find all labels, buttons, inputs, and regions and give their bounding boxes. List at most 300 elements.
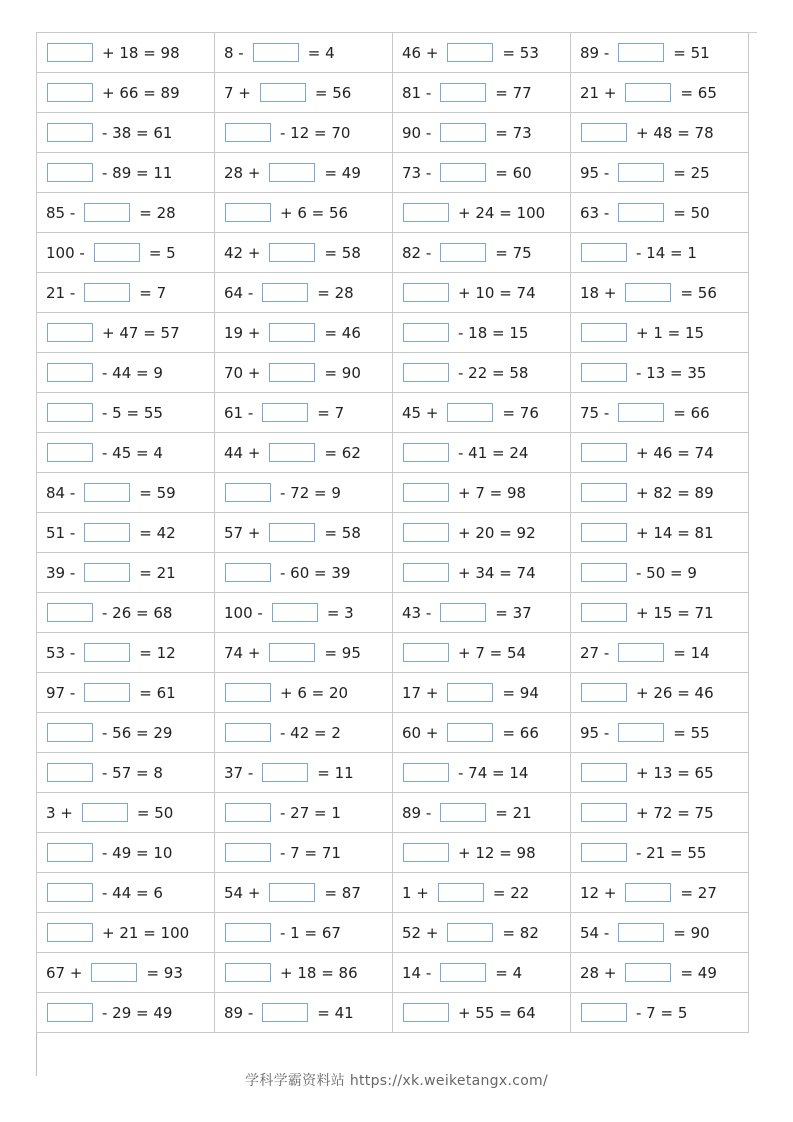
answer-box[interactable] xyxy=(447,43,493,62)
exercise-cell xyxy=(571,73,749,113)
equation-left-operand: 100 - xyxy=(46,243,85,262)
answer-box[interactable] xyxy=(47,123,93,142)
answer-box[interactable] xyxy=(581,563,627,582)
equation-right-part: = 55 xyxy=(673,723,710,742)
equation-left-operand: 45 + xyxy=(402,403,439,422)
exercise-row xyxy=(37,393,749,433)
equation-left-operand: 54 + xyxy=(224,883,261,902)
equation-left-operand: 89 - xyxy=(402,803,432,822)
equation-right-part: + 82 = 89 xyxy=(636,483,714,502)
answer-box[interactable] xyxy=(84,203,130,222)
equation-right-part: = 50 xyxy=(673,203,710,222)
equation-left-operand: 21 - xyxy=(46,283,76,302)
exercise-cell xyxy=(393,993,571,1033)
equation-left-operand: 17 + xyxy=(402,683,439,702)
exercise-cell xyxy=(215,673,393,713)
exercise-cell xyxy=(393,513,571,553)
equation-right-part: - 57 = 8 xyxy=(102,763,163,782)
exercise-cell xyxy=(37,193,215,233)
equation-right-part: = 21 xyxy=(495,803,532,822)
answer-box[interactable] xyxy=(618,163,664,182)
answer-box[interactable] xyxy=(84,523,130,542)
answer-box[interactable] xyxy=(269,163,315,182)
equation-left-operand: 97 - xyxy=(46,683,76,702)
exercise-cell xyxy=(571,633,749,673)
equation-right-part: - 44 = 6 xyxy=(102,883,163,902)
equation-right-part: + 47 = 57 xyxy=(102,323,180,342)
answer-box[interactable] xyxy=(581,443,627,462)
exercise-cell xyxy=(215,33,393,73)
equation-right-part: = 14 xyxy=(673,643,710,662)
equation-right-part: = 66 xyxy=(502,723,539,742)
equation-right-part: = 75 xyxy=(495,243,532,262)
equation-left-operand: 64 - xyxy=(224,283,254,302)
exercise-cell xyxy=(215,833,393,873)
equation-left-operand: 7 + xyxy=(224,83,251,102)
equation-right-part: + 20 = 92 xyxy=(458,523,536,542)
equation-right-part: = 53 xyxy=(502,43,539,62)
exercise-cell xyxy=(215,993,393,1033)
exercise-cell xyxy=(37,673,215,713)
equation-right-part: + 66 = 89 xyxy=(102,83,180,102)
exercise-cell xyxy=(393,553,571,593)
answer-box[interactable] xyxy=(440,243,486,262)
answer-box[interactable] xyxy=(618,43,664,62)
answer-box[interactable] xyxy=(47,1003,93,1022)
equation-right-part: = 49 xyxy=(324,163,361,182)
exercise-cell xyxy=(393,433,571,473)
exercise-cell xyxy=(37,393,215,433)
exercise-cell xyxy=(37,953,215,993)
equation-right-part: = 95 xyxy=(324,643,361,662)
equation-right-part: + 13 = 65 xyxy=(636,763,714,782)
answer-box[interactable] xyxy=(225,923,271,942)
exercise-cell xyxy=(571,873,749,913)
exercise-cell xyxy=(393,233,571,273)
answer-box[interactable] xyxy=(47,403,93,422)
answer-box[interactable] xyxy=(625,963,671,982)
answer-box[interactable] xyxy=(269,883,315,902)
exercise-row xyxy=(37,153,749,193)
answer-box[interactable] xyxy=(84,683,130,702)
answer-box[interactable] xyxy=(225,723,271,742)
equation-right-part: = 61 xyxy=(139,683,176,702)
answer-box[interactable] xyxy=(47,763,93,782)
equation-right-part: - 41 = 24 xyxy=(458,443,529,462)
exercise-cell xyxy=(393,953,571,993)
answer-box[interactable] xyxy=(269,243,315,262)
equation-right-part: - 60 = 39 xyxy=(280,563,351,582)
answer-box[interactable] xyxy=(581,323,627,342)
equation-right-part: - 22 = 58 xyxy=(458,363,529,382)
answer-box[interactable] xyxy=(581,1003,627,1022)
answer-box[interactable] xyxy=(581,523,627,542)
answer-box[interactable] xyxy=(403,843,449,862)
answer-box[interactable] xyxy=(403,523,449,542)
answer-box[interactable] xyxy=(440,83,486,102)
equation-right-part: - 72 = 9 xyxy=(280,483,341,502)
exercise-cell xyxy=(393,673,571,713)
answer-box[interactable] xyxy=(84,643,130,662)
answer-box[interactable] xyxy=(269,523,315,542)
exercise-cell xyxy=(37,233,215,273)
answer-box[interactable] xyxy=(262,403,308,422)
answer-box[interactable] xyxy=(625,83,671,102)
exercise-cell xyxy=(215,873,393,913)
answer-box[interactable] xyxy=(47,323,93,342)
answer-box[interactable] xyxy=(403,483,449,502)
answer-box[interactable] xyxy=(260,83,306,102)
answer-box[interactable] xyxy=(269,443,315,462)
answer-box[interactable] xyxy=(253,43,299,62)
answer-box[interactable] xyxy=(581,803,627,822)
answer-box[interactable] xyxy=(581,363,627,382)
equation-left-operand: 52 + xyxy=(402,923,439,942)
exercise-cell xyxy=(571,593,749,633)
equation-left-operand: 21 + xyxy=(580,83,617,102)
exercise-row xyxy=(37,233,749,273)
equation-right-part: - 5 = 55 xyxy=(102,403,163,422)
answer-box[interactable] xyxy=(84,563,130,582)
exercise-cell xyxy=(37,993,215,1033)
answer-box[interactable] xyxy=(581,483,627,502)
exercise-cell xyxy=(215,753,393,793)
answer-box[interactable] xyxy=(47,443,93,462)
answer-box[interactable] xyxy=(82,803,128,822)
answer-box[interactable] xyxy=(581,123,627,142)
equation-left-operand: 44 + xyxy=(224,443,261,462)
equation-left-operand: 75 - xyxy=(580,403,610,422)
answer-box[interactable] xyxy=(225,203,271,222)
exercise-cell xyxy=(37,153,215,193)
equation-right-part: + 6 = 20 xyxy=(280,683,349,702)
exercise-row xyxy=(37,473,749,513)
answer-box[interactable] xyxy=(94,243,140,262)
answer-box[interactable] xyxy=(447,923,493,942)
equation-right-part: = 49 xyxy=(680,963,717,982)
equation-left-operand: 89 - xyxy=(580,43,610,62)
equation-left-operand: 74 + xyxy=(224,643,261,662)
equation-right-part: = 60 xyxy=(495,163,532,182)
answer-box[interactable] xyxy=(403,643,449,662)
exercise-cell xyxy=(571,913,749,953)
exercise-row xyxy=(37,993,749,1033)
equation-right-part: = 58 xyxy=(324,523,361,542)
answer-box[interactable] xyxy=(618,923,664,942)
exercise-cell xyxy=(37,273,215,313)
answer-box[interactable] xyxy=(447,403,493,422)
equation-right-part: - 49 = 10 xyxy=(102,843,173,862)
equation-right-part: + 46 = 74 xyxy=(636,443,714,462)
answer-box[interactable] xyxy=(438,883,484,902)
answer-box[interactable] xyxy=(440,163,486,182)
equation-right-part: - 14 = 1 xyxy=(636,243,697,262)
equation-left-operand: 73 - xyxy=(402,163,432,182)
answer-box[interactable] xyxy=(581,843,627,862)
exercise-cell xyxy=(37,353,215,393)
answer-box[interactable] xyxy=(47,843,93,862)
equation-left-operand: 89 - xyxy=(224,1003,254,1022)
equation-right-part: - 45 = 4 xyxy=(102,443,163,462)
equation-left-operand: 43 - xyxy=(402,603,432,622)
answer-box[interactable] xyxy=(225,483,271,502)
exercise-cell xyxy=(571,193,749,233)
answer-box[interactable] xyxy=(581,683,627,702)
exercise-cell xyxy=(215,593,393,633)
equation-left-operand: 95 - xyxy=(580,163,610,182)
exercise-cell xyxy=(571,673,749,713)
answer-box[interactable] xyxy=(440,803,486,822)
answer-box[interactable] xyxy=(403,443,449,462)
equation-right-part: = 5 xyxy=(148,243,176,262)
exercise-cell xyxy=(215,113,393,153)
exercise-cell xyxy=(215,433,393,473)
exercise-cell xyxy=(215,473,393,513)
equation-right-part: = 22 xyxy=(492,883,530,902)
exercise-cell xyxy=(571,793,749,833)
answer-box[interactable] xyxy=(403,363,449,382)
equation-right-part: + 15 = 71 xyxy=(636,603,714,622)
exercise-cell xyxy=(215,153,393,193)
exercise-cell xyxy=(571,993,749,1033)
answer-box[interactable] xyxy=(47,883,93,902)
exercise-cell xyxy=(571,393,749,433)
equation-left-operand: 14 - xyxy=(402,963,432,982)
equation-left-operand: 82 - xyxy=(402,243,432,262)
equation-right-part: + 55 = 64 xyxy=(458,1003,536,1022)
equation-right-part: + 34 = 74 xyxy=(458,563,536,582)
exercise-cell xyxy=(37,313,215,353)
equation-right-part: - 38 = 61 xyxy=(102,123,173,142)
answer-box[interactable] xyxy=(262,763,308,782)
answer-box[interactable] xyxy=(403,203,449,222)
exercise-cell xyxy=(37,793,215,833)
answer-box[interactable] xyxy=(440,963,486,982)
exercise-row xyxy=(37,553,749,593)
answer-box[interactable] xyxy=(47,363,93,382)
exercise-row xyxy=(37,673,749,713)
answer-box[interactable] xyxy=(618,643,664,662)
exercise-cell xyxy=(393,33,571,73)
answer-box[interactable] xyxy=(47,163,93,182)
answer-box[interactable] xyxy=(269,643,315,662)
exercise-cell xyxy=(37,753,215,793)
equation-right-part: = 56 xyxy=(314,83,352,102)
exercise-cell xyxy=(37,33,215,73)
equation-left-operand: 51 - xyxy=(46,523,76,542)
answer-box[interactable] xyxy=(447,723,493,742)
answer-box[interactable] xyxy=(447,683,493,702)
answer-box[interactable] xyxy=(581,243,627,262)
equation-right-part: + 1 = 15 xyxy=(636,323,705,342)
answer-box[interactable] xyxy=(581,763,627,782)
equation-right-part: = 82 xyxy=(502,923,539,942)
answer-box[interactable] xyxy=(225,843,271,862)
equation-right-part: = 46 xyxy=(324,323,361,342)
answer-box[interactable] xyxy=(47,923,93,942)
equation-left-operand: 85 - xyxy=(46,203,76,222)
exercise-cell xyxy=(393,193,571,233)
equation-left-operand: 46 + xyxy=(402,43,439,62)
exercise-cell xyxy=(393,393,571,433)
answer-box[interactable] xyxy=(440,123,486,142)
answer-box[interactable] xyxy=(440,603,486,622)
equation-right-part: = 3 xyxy=(326,603,354,622)
answer-box[interactable] xyxy=(91,963,137,982)
exercise-row xyxy=(37,313,749,353)
answer-box[interactable] xyxy=(403,283,449,302)
exercise-cell xyxy=(37,433,215,473)
equation-left-operand: 53 - xyxy=(46,643,76,662)
equation-right-part: = 37 xyxy=(495,603,532,622)
equation-right-part: - 29 = 49 xyxy=(102,1003,173,1022)
equation-left-operand: 61 - xyxy=(224,403,254,422)
exercise-cell xyxy=(571,433,749,473)
equation-right-part: = 93 xyxy=(146,963,183,982)
answer-box[interactable] xyxy=(269,323,315,342)
equation-left-operand: 95 - xyxy=(580,723,610,742)
equation-left-operand: 90 - xyxy=(402,123,432,142)
equation-right-part: = 90 xyxy=(673,923,710,942)
answer-box[interactable] xyxy=(618,723,664,742)
equation-right-part: = 90 xyxy=(324,363,361,382)
equation-left-operand: 67 + xyxy=(46,963,83,982)
exercise-cell xyxy=(37,553,215,593)
exercise-cell xyxy=(37,833,215,873)
equation-right-part: - 27 = 1 xyxy=(280,803,341,822)
equation-right-part: - 42 = 2 xyxy=(280,723,341,742)
equation-right-part: = 4 xyxy=(495,963,523,982)
equation-right-part: = 11 xyxy=(317,763,354,782)
exercise-row xyxy=(37,593,749,633)
exercise-cell xyxy=(215,193,393,233)
equation-right-part: = 76 xyxy=(502,403,539,422)
equation-right-part: = 65 xyxy=(680,83,717,102)
answer-box[interactable] xyxy=(225,963,271,982)
exercise-cell xyxy=(37,73,215,113)
exercise-row xyxy=(37,433,749,473)
exercise-row xyxy=(37,833,749,873)
exercise-cell xyxy=(215,553,393,593)
answer-box[interactable] xyxy=(262,1003,308,1022)
exercise-cell xyxy=(215,913,393,953)
answer-box[interactable] xyxy=(618,403,664,422)
equation-left-operand: 81 - xyxy=(402,83,432,102)
answer-box[interactable] xyxy=(403,323,449,342)
answer-box[interactable] xyxy=(618,203,664,222)
exercise-row xyxy=(37,873,749,913)
equation-left-operand: 28 + xyxy=(224,163,261,182)
equation-right-part: + 18 = 86 xyxy=(280,963,358,982)
equation-left-operand: 84 - xyxy=(46,483,76,502)
equation-right-part: + 18 = 98 xyxy=(102,43,180,62)
answer-box[interactable] xyxy=(84,483,130,502)
equation-left-operand: 8 - xyxy=(224,43,244,62)
equation-right-part: - 7 = 71 xyxy=(280,843,341,862)
equation-left-operand: 100 - xyxy=(224,603,263,622)
answer-box[interactable] xyxy=(272,603,318,622)
exercise-row xyxy=(37,73,749,113)
equation-left-operand: 63 - xyxy=(580,203,610,222)
equation-right-part: - 74 = 14 xyxy=(458,763,529,782)
equation-right-part: + 26 = 46 xyxy=(636,683,714,702)
equation-left-operand: 57 + xyxy=(224,523,261,542)
answer-box[interactable] xyxy=(581,603,627,622)
answer-box[interactable] xyxy=(47,603,93,622)
equation-right-part: - 18 = 15 xyxy=(458,323,529,342)
footer-source-text: 学科学霸资料站 https://xk.weiketangx.com/ xyxy=(244,1073,549,1089)
equation-right-part: = 94 xyxy=(502,683,539,702)
equation-right-part: = 56 xyxy=(680,283,717,302)
exercise-cell xyxy=(571,713,749,753)
answer-box[interactable] xyxy=(47,83,93,102)
answer-box[interactable] xyxy=(47,723,93,742)
answer-box[interactable] xyxy=(262,283,308,302)
equation-left-operand: 18 + xyxy=(580,283,617,302)
equation-right-part: = 12 xyxy=(139,643,176,662)
exercise-row xyxy=(37,113,749,153)
exercise-cell xyxy=(571,233,749,273)
answer-box[interactable] xyxy=(625,883,671,902)
exercise-row xyxy=(37,513,749,553)
equation-right-part: + 10 = 74 xyxy=(458,283,536,302)
equation-right-part: + 7 = 54 xyxy=(458,643,527,662)
exercise-cell xyxy=(215,393,393,433)
answer-box[interactable] xyxy=(47,43,93,62)
answer-box[interactable] xyxy=(84,283,130,302)
exercise-cell xyxy=(571,273,749,313)
equation-right-part: - 1 = 67 xyxy=(280,923,341,942)
equation-left-operand: 19 + xyxy=(224,323,261,342)
equation-left-operand: 27 - xyxy=(580,643,610,662)
exercise-grid xyxy=(36,32,749,1033)
exercise-cell xyxy=(571,313,749,353)
exercise-cell xyxy=(215,793,393,833)
answer-box[interactable] xyxy=(403,563,449,582)
exercise-row xyxy=(37,193,749,233)
equation-right-part: = 66 xyxy=(673,403,710,422)
equation-left-operand: 1 + xyxy=(402,883,429,902)
equation-right-part: = 4 xyxy=(307,43,335,62)
equation-right-part: = 77 xyxy=(495,83,532,102)
equation-right-part: = 7 xyxy=(317,403,345,422)
equation-left-operand: 3 + xyxy=(46,803,73,822)
exercise-row xyxy=(37,33,749,73)
equation-left-operand: 60 + xyxy=(402,723,439,742)
equation-right-part: - 21 = 55 xyxy=(636,843,707,862)
exercise-cell xyxy=(571,953,749,993)
answer-box[interactable] xyxy=(225,563,271,582)
answer-box[interactable] xyxy=(625,283,671,302)
exercise-cell xyxy=(37,593,215,633)
equation-right-part: + 48 = 78 xyxy=(636,123,714,142)
answer-box[interactable] xyxy=(225,803,271,822)
answer-box[interactable] xyxy=(225,123,271,142)
exercise-cell xyxy=(37,713,215,753)
exercise-cell xyxy=(393,113,571,153)
worksheet xyxy=(36,32,756,1076)
equation-right-part: + 6 = 56 xyxy=(280,203,349,222)
exercise-cell xyxy=(37,873,215,913)
exercise-grid-body xyxy=(37,33,749,1033)
answer-box[interactable] xyxy=(403,1003,449,1022)
answer-box[interactable] xyxy=(225,683,271,702)
exercise-cell xyxy=(571,33,749,73)
exercise-cell xyxy=(393,73,571,113)
answer-box[interactable] xyxy=(403,763,449,782)
equation-right-part: = 27 xyxy=(680,883,717,902)
answer-box[interactable] xyxy=(269,363,315,382)
